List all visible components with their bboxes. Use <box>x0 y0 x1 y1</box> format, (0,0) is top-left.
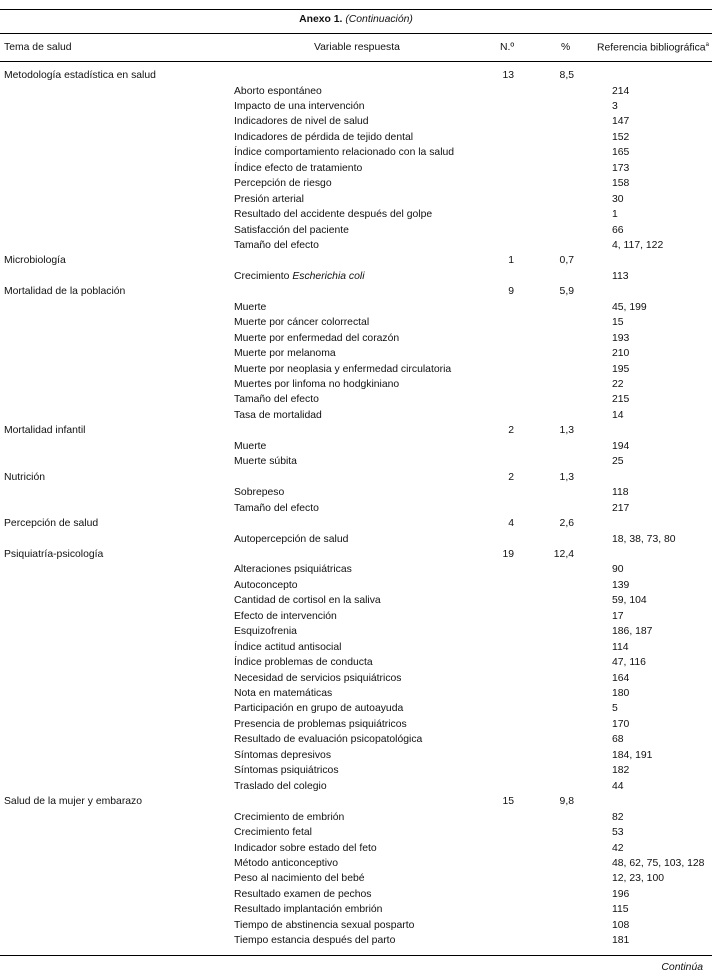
variable-text: Cantidad de cortisol en la saliva <box>234 595 381 607</box>
reference-numbers: 158 <box>612 178 630 190</box>
variable-text: Indicador sobre estado del feto <box>234 842 377 854</box>
variable-label <box>234 826 312 839</box>
variable-label <box>234 332 399 345</box>
topic-percent: 2,6 <box>559 518 574 529</box>
reference-numbers: 194 <box>612 440 630 452</box>
reference-numbers: 4, 117, 122 <box>612 239 664 251</box>
variable-label <box>234 378 399 391</box>
variable-label <box>234 872 365 885</box>
reference-numbers: 90 <box>612 564 624 576</box>
reference-numbers: 15 <box>612 317 624 329</box>
topic-count: 4 <box>508 518 514 529</box>
header-ref-footnote: a <box>705 42 709 48</box>
variable-label <box>234 208 432 221</box>
topic-label: Microbiología <box>4 255 66 267</box>
reference-numbers: 170 <box>612 718 630 730</box>
reference-numbers: 186, 187 <box>612 626 653 638</box>
variable-label <box>234 146 454 159</box>
reference-numbers: 193 <box>612 332 630 344</box>
reference-numbers: 45, 199 <box>612 301 647 313</box>
variable-label <box>234 811 344 824</box>
variable-text: Autoconcepto <box>234 579 298 591</box>
variable-text: Tasa de mortalidad <box>234 409 322 421</box>
variable-label <box>234 301 266 314</box>
variable-text: Muerte <box>234 301 267 313</box>
header-ref-label: Referencia bibliográfica <box>597 42 706 54</box>
reference-numbers: 196 <box>612 888 630 900</box>
variable-text: Muertes por linfoma no hodgkiniano <box>234 379 400 390</box>
reference-numbers: 18, 38, 73, 80 <box>612 533 676 545</box>
variable-text: Tiempo estancia después del parto <box>234 935 396 947</box>
variable-label <box>234 934 395 947</box>
header-variable: Variable respuesta <box>314 42 400 53</box>
reference-numbers: 82 <box>612 811 624 823</box>
variable-label <box>234 687 332 700</box>
reference-numbers: 184, 191 <box>612 749 653 761</box>
reference-numbers: 14 <box>612 409 624 421</box>
variable-label <box>234 857 338 870</box>
variable-text: Índice efecto de tratamiento <box>234 162 363 174</box>
header-topic: Tema de salud <box>4 42 72 53</box>
variable-text: Resultado del accidente después del golpe <box>234 209 433 220</box>
variable-text: Participación en grupo de autoayuda <box>234 703 404 715</box>
variable-label <box>234 440 266 453</box>
title-label: Anexo 1. <box>299 14 343 25</box>
variable-label <box>234 903 382 916</box>
variable-text: Índice actitud antisocial <box>234 641 342 653</box>
variable-text: Muerte <box>234 440 267 452</box>
variable-label <box>234 842 377 855</box>
topic-count: 1 <box>508 255 514 267</box>
reference-numbers: 44 <box>612 780 624 792</box>
topic-label: Nutrición <box>4 471 45 483</box>
topic-label: Mortalidad infantil <box>4 425 86 437</box>
variable-text: Percepción de riesgo <box>234 178 332 190</box>
topic-percent: 9,8 <box>559 796 574 808</box>
reference-numbers: 214 <box>612 85 630 97</box>
variable-label <box>234 780 327 793</box>
reference-numbers: 195 <box>612 363 630 375</box>
reference-numbers: 114 <box>612 641 629 653</box>
topic-percent: 1,3 <box>559 425 574 437</box>
variable-text: Tamaño del efecto <box>234 394 319 406</box>
variable-label <box>234 409 322 422</box>
topic-count: 2 <box>508 425 514 437</box>
reference-numbers: 17 <box>612 610 624 622</box>
variable-label <box>234 85 322 98</box>
topic-label: Psiquiatría-psicología <box>4 549 104 560</box>
continues-note: Continúa <box>661 962 703 973</box>
reference-numbers: 165 <box>612 147 630 159</box>
variable-label <box>234 718 407 731</box>
variable-text: Indicadores de nivel de salud <box>234 116 369 128</box>
variable-text: Método anticonceptivo <box>234 857 338 869</box>
variable-label <box>234 594 381 607</box>
topic-count: 2 <box>508 471 514 483</box>
reference-numbers: 115 <box>612 904 629 916</box>
variable-label <box>234 563 352 576</box>
variable-text: Esquizofrenia <box>234 626 297 638</box>
topic-count: 9 <box>508 286 514 298</box>
variable-text: Índice comportamiento relacionado con la salud <box>234 147 455 159</box>
bottom-rule <box>0 955 712 956</box>
variable-label <box>234 579 298 592</box>
reference-numbers: 180 <box>612 688 630 699</box>
variable-label <box>234 177 332 190</box>
variable-text: Resultado implantación embrión <box>234 904 383 916</box>
reference-numbers: 68 <box>612 734 624 746</box>
title-continuation: (Continuación) <box>345 14 413 25</box>
variable-label <box>234 455 297 468</box>
variable-label <box>234 625 297 638</box>
reference-numbers: 59, 104 <box>612 595 647 607</box>
variable-text: Muerte por neoplasia y enfermedad circulatoria <box>234 363 452 375</box>
reference-numbers: 42 <box>612 842 624 854</box>
variable-text: Efecto de intervención <box>234 610 337 622</box>
reference-numbers: 147 <box>612 116 630 128</box>
variable-label <box>234 193 304 206</box>
topic-label: Salud de la mujer y embarazo <box>4 796 143 808</box>
variable-label <box>234 224 349 237</box>
reference-numbers: 113 <box>612 270 629 282</box>
variable-text: Crecimiento de embrión <box>234 811 345 823</box>
variable-text: Indicadores de pérdida de tejido dental <box>234 131 414 143</box>
reference-numbers: 48, 62, 75, 103, 128 <box>612 857 705 869</box>
variable-text: Índice problemas de conducta <box>234 657 373 669</box>
variable-text: Autopercepción de salud <box>234 533 349 545</box>
variable-text: Traslado del colegio <box>234 780 327 792</box>
variable-text: Síntomas depresivos <box>234 749 332 761</box>
reference-numbers: 22 <box>612 379 624 390</box>
variable-text: Peso al nacimiento del bebé <box>234 873 365 885</box>
variable-text: Muerte por melanoma <box>234 348 336 360</box>
variable-label <box>234 502 319 515</box>
reference-numbers: 210 <box>612 348 630 360</box>
variable-text: Resultado examen de pechos <box>234 888 372 900</box>
variable-label <box>234 733 422 746</box>
variable-label <box>234 919 414 932</box>
reference-numbers: 182 <box>612 765 630 777</box>
topic-label: Percepción de salud <box>4 518 99 529</box>
variable-text: Aborto espontáneo <box>234 85 322 97</box>
variable-label <box>234 115 369 128</box>
header-n: N.º <box>500 42 515 53</box>
variable-label <box>234 316 369 329</box>
variable-text: Tamaño del efecto <box>234 502 319 514</box>
reference-numbers: 164 <box>612 672 630 684</box>
variable-text: Alteraciones psiquiátricas <box>234 564 352 576</box>
variable-label <box>234 162 362 175</box>
variable-label <box>234 533 348 546</box>
topic-count: 13 <box>502 70 514 81</box>
reference-numbers: 25 <box>612 456 624 468</box>
reference-numbers: 66 <box>612 224 624 236</box>
variable-text: Resultado de evaluación psicopatológica <box>234 734 423 746</box>
topic-count: 19 <box>502 549 514 560</box>
reference-numbers: 108 <box>612 919 630 931</box>
variable-label <box>234 888 371 901</box>
variable-text: Muerte súbita <box>234 456 297 468</box>
variable-label <box>234 749 331 762</box>
reference-numbers: 30 <box>612 193 624 205</box>
variable-label <box>234 764 339 777</box>
reference-numbers: 173 <box>612 162 630 174</box>
reference-numbers: 5 <box>612 703 618 715</box>
variable-text: Crecimiento fetal <box>234 827 312 838</box>
reference-numbers: 181 <box>612 935 630 947</box>
variable-text: Muerte por cáncer colorrectal <box>234 317 370 329</box>
reference-numbers: 12, 23, 100 <box>612 873 664 885</box>
variable-label <box>234 641 341 654</box>
variable-label <box>234 610 337 623</box>
variable-text: Presencia de problemas psiquiátricos <box>234 718 407 730</box>
variable-label <box>234 363 451 376</box>
reference-numbers: 53 <box>612 827 624 838</box>
topic-percent: 0,7 <box>559 255 574 267</box>
topic-count: 15 <box>502 796 514 808</box>
topic-percent: 12,4 <box>553 549 574 560</box>
reference-numbers: 139 <box>612 579 630 591</box>
header-rule <box>0 61 712 62</box>
variable-label <box>234 672 401 685</box>
variable-text: Presión arterial <box>234 193 304 205</box>
topic-percent: 5,9 <box>559 286 574 298</box>
variable-label <box>234 486 284 499</box>
reference-numbers: 118 <box>612 487 629 499</box>
variable-label <box>234 100 365 113</box>
reference-numbers: 47, 116 <box>612 657 646 669</box>
variable-label <box>234 347 336 360</box>
topic-percent: 1,3 <box>559 471 574 483</box>
variable-text: Sobrepeso <box>234 487 285 499</box>
reference-numbers: 3 <box>612 100 618 112</box>
header-ref <box>597 42 709 53</box>
variable-text: Necesidad de servicios psiquiátricos <box>234 672 402 684</box>
variable-label <box>234 131 413 144</box>
variable-text: Impacto de una intervención <box>234 100 365 112</box>
variable-text: Tiempo de abstinencia sexual posparto <box>234 919 415 931</box>
table-title <box>0 14 712 25</box>
variable-label <box>234 393 319 406</box>
variable-text: Satisfacción del paciente <box>234 224 349 236</box>
reference-numbers: 215 <box>612 394 630 406</box>
variable-text: Muerte por enfermedad del corazón <box>234 332 400 344</box>
variable-label <box>234 239 319 252</box>
variable-text: Tamaño del efecto <box>234 239 319 251</box>
variable-label <box>234 270 365 283</box>
variable-text: Síntomas psiquiátricos <box>234 765 339 777</box>
title-rule <box>0 33 712 34</box>
variable-text: Nota en matemáticas <box>234 688 333 699</box>
variable-label <box>234 702 403 715</box>
topic-percent: 8,5 <box>559 70 574 81</box>
reference-numbers: 152 <box>612 131 630 143</box>
header-pct: % <box>561 42 571 53</box>
reference-numbers: 1 <box>612 209 618 220</box>
variable-label <box>234 656 373 669</box>
variable-text: Crecimiento <box>234 270 293 282</box>
topic-label: Metodología estadística en salud <box>4 70 156 81</box>
topic-label: Mortalidad de la población <box>4 286 126 298</box>
variable-species-name: Escherichia coli <box>292 270 365 282</box>
top-rule <box>0 9 712 10</box>
reference-numbers: 217 <box>612 502 630 514</box>
